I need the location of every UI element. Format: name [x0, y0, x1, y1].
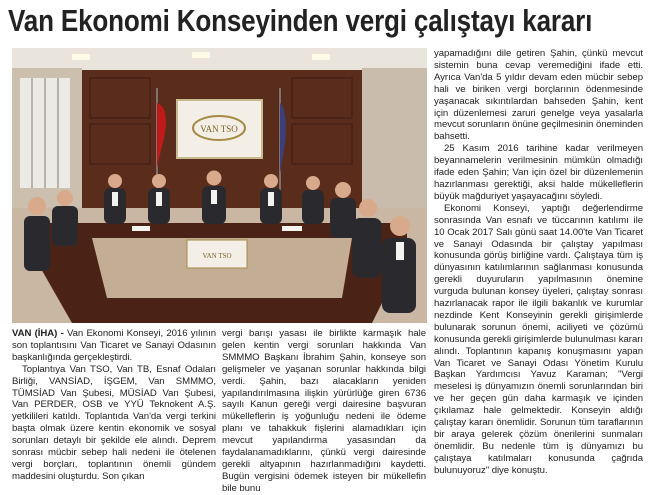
paragraph: Ekonomi Konseyi, yaptığı değerlendirme sonrasında Van esnafı ve tüccarının katılımı ile 10 Ocak 2017 Salı günü saat 14.00'te Van Ticaret ve Sanayi Odasında bir çalıştay yapılması konusunda görüş birliğine vardı. Çalıştaya tüm iş dünyasının katılımlarının sağlanması konusunda gerekli duyuruların yapılmasının önemine vurguda bulunan konsey üyeleri, çalıştay sonrası hazırlanacak rapor ile ilgili bakanlık ve kurumlar nezdinde Kent Konseyinin gerekli girişimlerde bulunarak sorunun önemi, aciliyeti ve çözümü konusunda gerekli girişimlerde bulunulması kararı alındı. Toplantının kapanış konuşmasını yapan Van Ticaret ve Sanayi Odası Yönetim Kurulu Başkan Yardımcısı Yavuz Karaman; "Vergi meselesi iş dünyamızın önemli sorunlarından biri ve her geçen gün daha karmaşık ve içinden çıkılamaz hale gelmektedir. Konseyin aldığı çalıştay kararı önemlidir. Sorunun tüm taraflarının bir araya gelerek çözüm önerilerini sunmaları önemlidir. Bu nedenle tüm iş dünyamızı bu çalıştaya katılmaları konusunda çağrıda bulunuyoruz" diye konuştu. [434, 202, 643, 476]
article-column-1 [12, 328, 216, 483]
banner-logo: VAN TSO [200, 124, 238, 134]
paragraph: Van Ekonomi Konseyi, 2016 yılının son toplantısını Van Ticaret ve Sanayi Odasının başkanlığında gerçekleştirdi. [12, 328, 216, 363]
meeting-photo [12, 48, 427, 323]
article-column-3 [434, 48, 643, 477]
paragraph: Toplantıya Van TSO, Van TB, Esnaf Odaları Birliği, VANSİAD, İŞGEM, Van SMMMO, TÜMSİAD Van Şubesi, MÜSİAD Van Şubesi, Van PERDER, OSB ve YYÜ Teknokent A.Ş. yetkilileri katıldı. Toplantıda Van'da vergi terkini başta olmak üzere kentin ekonomik ve sosyal sorunları detaylı bir şekilde ele alındı. Deprem sonrası mücbir sebep hali nedeni ile ötelenen vergi borçları, toplantının önemli gündem maddesini oluşturdu. Son çıkan [12, 363, 216, 482]
article-column-2 [222, 328, 426, 495]
table-sign: VAN TSO [202, 252, 232, 260]
paragraph: yapamadığını dile getiren Şahin, çünkü mevcut sistemin buna cevap veremediğini ifade etti. Ayrıca Van'da 5 yıldır devam eden mücbir sebep hali ve biriken vergi borçlarının ödenmesinde yaşanacak sıkıntılardan bahseden Şahin, kent için düzenlemesi zaruri genelge veya yasalarla mevcut sorunların önüne geçilmesinin öneminden bahsetti. [434, 48, 643, 143]
headline: Van Ekonomi Konseyinden vergi çalıştayı kararı [8, 3, 593, 38]
dateline: VAN (İHA) - [12, 328, 64, 339]
paragraph: vergi barışı yasası ile birlikte karmaşık hale gelen kentin vergi sorunları hakkında Van SMMMO Başkanı İbrahim Şahin, konseye son gelişmeler ve yaşanan sorunlar hakkında bilgi verdi. Şahin, bazı alacakların yeniden yapılandırılmasına ilişkin yürürlüğe giren 6736 sayılı Kanun gereği vergi dairesine başvuran mükelleflerin iş yoğunluğu nedeni ile ödeme planı ve tahakkuk fişlerini alamadıkları için mevcut yapılandırma yasasından da faydalanamadıklarını, çünkü vergi dairesinde gerekli altyapının hazırlanmadığını kaydetti. Bugün vergisini ödemek isteyen bir mükellefin bile bunu [222, 328, 426, 494]
paragraph: 25 Kasım 2016 tarihine kadar verilmeyen beyannamelerin verilmesinin mümkün olmadığı ifade eden Şahin; Van için özel bir düzenlemenin hazırlanması gerektiği, aksi halde mükelleflerin büyük mağduriyet yaşayacağını söyledi. [434, 143, 643, 202]
